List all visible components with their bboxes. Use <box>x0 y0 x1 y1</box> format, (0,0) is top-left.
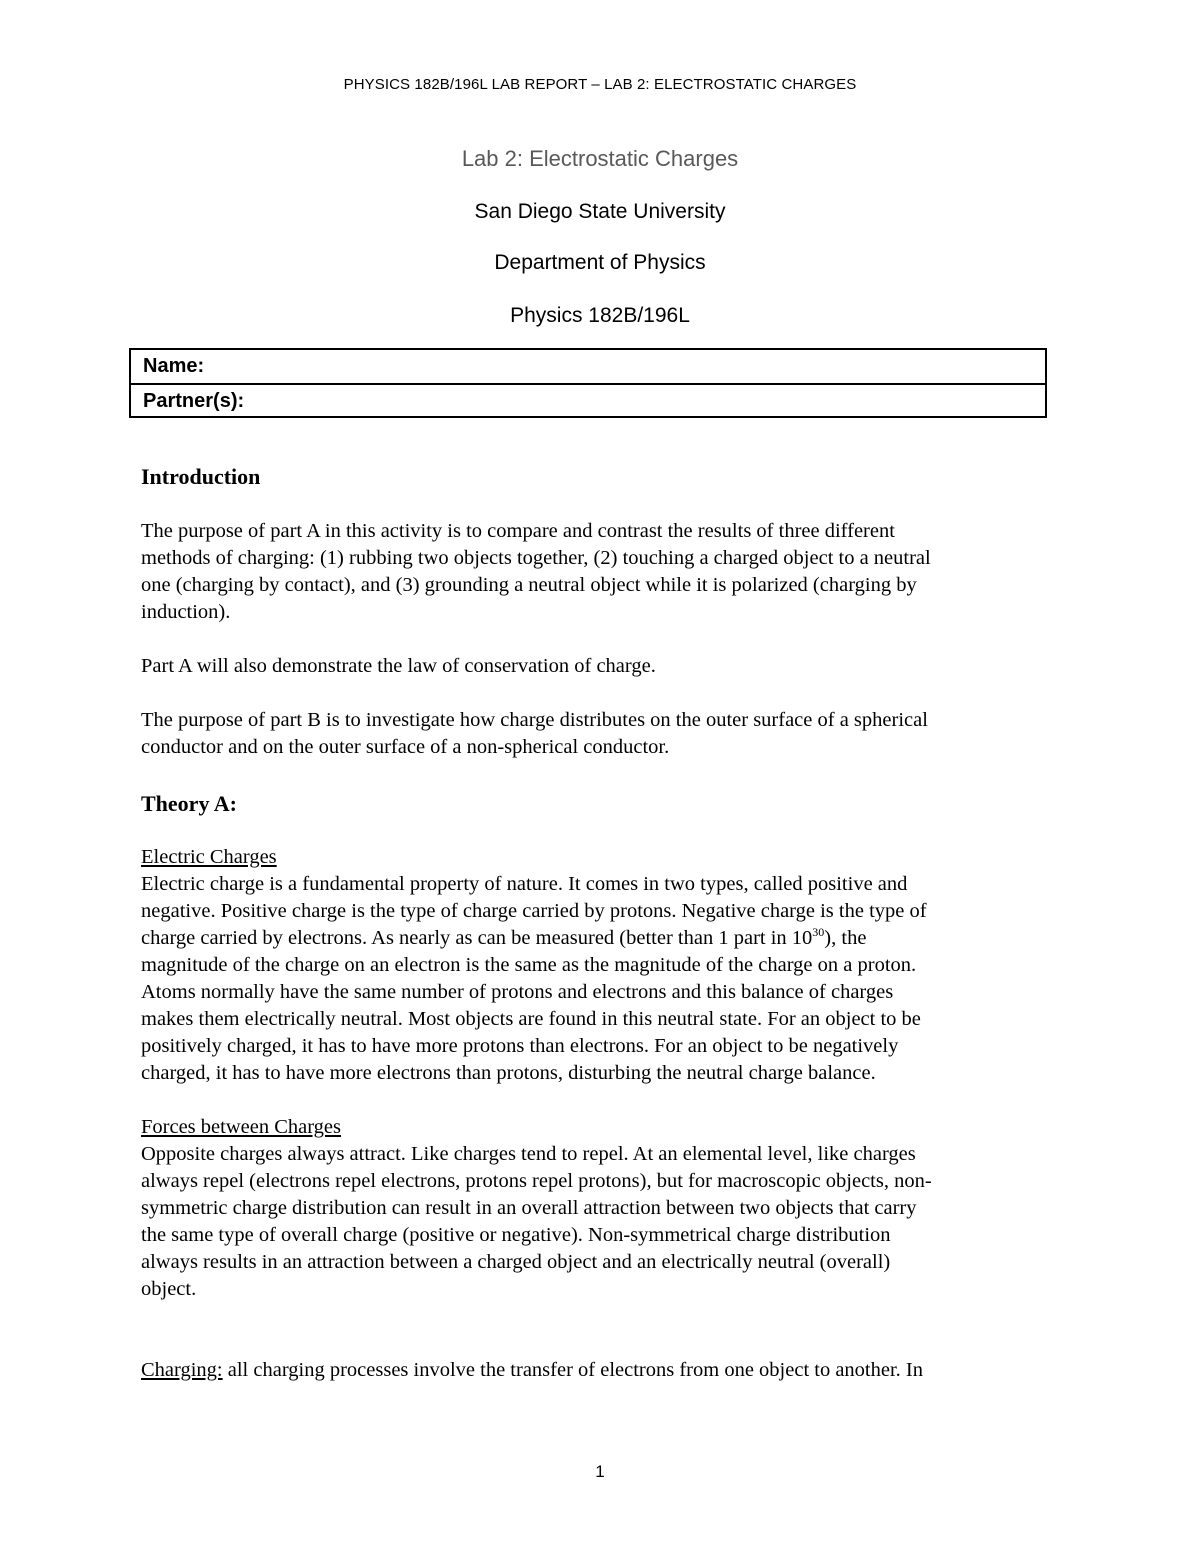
department-name: Department of Physics <box>494 251 706 274</box>
forces-line-4: the same type of overall charge (positive or negative). Non-symmetrical charge distribution <box>141 1224 891 1246</box>
intro-p1-line-2: methods of charging: (1) rubbing two objects together, (2) touching a charged object to a neutral <box>141 547 931 569</box>
ec-line-6: makes them electrically neutral. Most objects are found in this neutral state. For an object to be <box>141 1008 921 1030</box>
forces-line-2: always repel (electrons repel electrons, protons repel protons), but for macroscopic objects, non- <box>141 1170 932 1192</box>
intro-p3-line-2: conductor and on the outer surface of a non-spherical conductor. <box>141 736 670 758</box>
intro-paragraph-3 <box>141 707 1061 761</box>
intro-p1-line-4: induction). <box>141 601 231 623</box>
ec-line-7: positively charged, it has to have more protons than electrons. For an object to be negatively <box>141 1035 899 1057</box>
page-number: 1 <box>595 1462 605 1481</box>
intro-paragraph-1 <box>141 518 1061 626</box>
forces-line-1: Opposite charges always attract. Like charges tend to repel. At an elemental level, like charges <box>141 1143 916 1165</box>
forces-line-5: always results in an attraction between a charged object and an electrically neutral (overall) <box>141 1251 891 1273</box>
intro-p1-line-1: The purpose of part A in this activity is to compare and contrast the results of three different <box>141 520 895 542</box>
intro-p3-line-1: The purpose of part B is to investigate how charge distributes on the outer surface of a spherical <box>141 709 928 731</box>
forces-line-3: symmetric charge distribution can result in an overall attraction between two objects that carry <box>141 1197 917 1219</box>
ec-line-4: magnitude of the charge on an electron is the same as the magnitude of the charge on a proton. <box>141 954 917 976</box>
electric-charges-heading: Electric Charges <box>141 846 277 868</box>
ec-line-5: Atoms normally have the same number of protons and electrons and this balance of charges <box>141 981 894 1003</box>
university-name: San Diego State University <box>474 200 726 223</box>
charging-paragraph <box>141 1357 1061 1384</box>
student-info-table <box>129 348 1047 418</box>
charging-text: all charging processes involve the transfer of electrons from one object to another. In <box>222 1359 923 1381</box>
ec-line-8: charged, it has to have more electrons than protons, disturbing the neutral charge balance. <box>141 1062 876 1084</box>
running-header: PHYSICS 182B/196L LAB REPORT – LAB 2: ELECTROSTATIC CHARGES <box>343 76 857 93</box>
forces-section <box>141 1114 1061 1303</box>
charging-label: Charging: <box>141 1359 223 1381</box>
partners-row[interactable] <box>131 383 1045 416</box>
ec-line-1: Electric charge is a fundamental property of nature. It comes in two types, called positive and <box>141 873 908 895</box>
theory-a-heading: Theory A: <box>141 791 237 816</box>
lab-title: Lab 2: Electrostatic Charges <box>461 146 739 171</box>
name-row[interactable] <box>131 350 1045 383</box>
exponent-30: 30 <box>812 925 825 939</box>
name-label: Name: <box>143 355 205 377</box>
forces-heading: Forces between Charges <box>141 1116 342 1138</box>
ec-line-3-end: ), the <box>824 927 867 949</box>
ec-line-2: negative. Positive charge is the type of charge carried by protons. Negative charge is the type of <box>141 900 927 922</box>
intro-paragraph-2: Part A will also demonstrate the law of conservation of charge. <box>141 655 656 677</box>
ec-line-3: charge carried by electrons. As nearly as can be measured (better than 1 part in 10 <box>141 927 813 949</box>
introduction-heading: Introduction <box>141 464 261 489</box>
partners-label: Partner(s): <box>143 390 245 412</box>
course-name: Physics 182B/196L <box>510 304 690 327</box>
intro-p1-line-3: one (charging by contact), and (3) grounding a neutral object while it is polarized (charging by <box>141 574 917 596</box>
report-body <box>141 462 1061 1384</box>
electric-charges-section <box>141 844 1061 1087</box>
forces-line-6: object. <box>141 1278 197 1300</box>
